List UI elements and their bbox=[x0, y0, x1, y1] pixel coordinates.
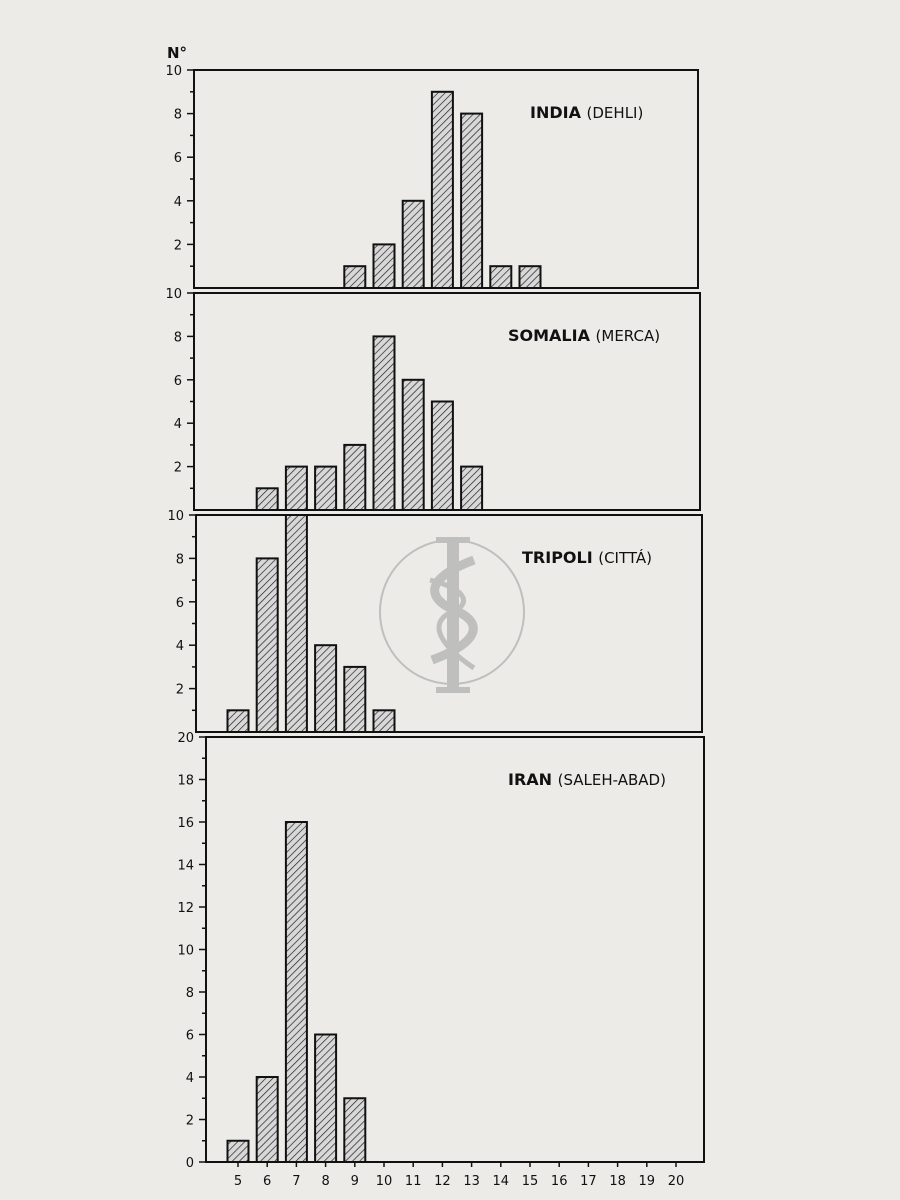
x-tick-label: 7 bbox=[292, 1174, 301, 1189]
x-tick-label: 6 bbox=[263, 1174, 272, 1189]
y-tick-label: 2 bbox=[185, 1113, 194, 1129]
bar-9 bbox=[344, 266, 365, 288]
bar-11 bbox=[403, 201, 424, 288]
y-tick-label: 12 bbox=[177, 901, 194, 916]
bar-10 bbox=[374, 244, 395, 288]
bar-5 bbox=[228, 1141, 249, 1162]
y-tick-label: 2 bbox=[173, 460, 182, 476]
y-tick-label: 0 bbox=[185, 1156, 194, 1171]
bar-8 bbox=[315, 645, 336, 732]
y-tick-label: 10 bbox=[177, 943, 194, 959]
panel-subtitle: (CITTÁ) bbox=[598, 549, 652, 567]
y-tick-label: 4 bbox=[173, 417, 182, 433]
y-tick-label: 2 bbox=[173, 238, 182, 254]
x-tick-label: 16 bbox=[550, 1174, 568, 1189]
x-tick-label: 18 bbox=[609, 1174, 626, 1189]
y-tick-label: 10 bbox=[165, 287, 182, 302]
x-tick-label: 5 bbox=[233, 1174, 243, 1189]
bar-9 bbox=[344, 1098, 365, 1162]
bar-7 bbox=[286, 515, 307, 732]
y-tick-label: 8 bbox=[175, 552, 184, 568]
bar-12 bbox=[432, 92, 453, 288]
chart-panel-2 bbox=[165, 287, 700, 510]
y-tick-label: 10 bbox=[167, 509, 184, 524]
x-tick-label: 10 bbox=[375, 1174, 393, 1189]
x-tick-label: 11 bbox=[404, 1174, 422, 1189]
bar-8 bbox=[315, 1035, 336, 1163]
bar-6 bbox=[257, 488, 278, 510]
x-tick-label: 12 bbox=[434, 1174, 451, 1189]
y-tick-label: 18 bbox=[177, 773, 194, 789]
x-tick-label: 14 bbox=[492, 1174, 510, 1189]
y-tick-label: 4 bbox=[175, 639, 184, 655]
bar-12 bbox=[432, 402, 453, 511]
bar-13 bbox=[461, 467, 482, 510]
bar-13 bbox=[461, 114, 482, 288]
panel-subtitle: (DEHLI) bbox=[586, 104, 644, 122]
bar-10 bbox=[374, 336, 395, 510]
bar-11 bbox=[403, 380, 424, 510]
x-tick-label: 8 bbox=[321, 1174, 330, 1189]
y-tick-label: 8 bbox=[185, 986, 194, 1001]
y-tick-label: 14 bbox=[177, 858, 194, 874]
panel-subtitle: (SALEH-ABAD) bbox=[557, 771, 666, 789]
x-tick-label: 19 bbox=[638, 1174, 656, 1189]
y-tick-label: 20 bbox=[177, 731, 194, 746]
y-tick-label: 6 bbox=[173, 373, 182, 389]
bar-7 bbox=[286, 467, 307, 510]
x-tick-label: 9 bbox=[350, 1174, 359, 1189]
bar-8 bbox=[315, 467, 336, 510]
panel-title: IRAN (SALEH-ABAD) bbox=[508, 770, 666, 789]
y-tick-label: 6 bbox=[173, 151, 182, 167]
bar-5 bbox=[228, 710, 249, 732]
plot-frame bbox=[206, 737, 704, 1162]
y-axis-label: N° bbox=[167, 44, 188, 62]
chart-panel-1 bbox=[165, 64, 698, 288]
panel-title: SOMALIA (MERCA) bbox=[508, 326, 661, 345]
y-tick-label: 4 bbox=[185, 1071, 194, 1086]
bar-10 bbox=[374, 710, 395, 732]
x-tick-label: 13 bbox=[463, 1174, 480, 1189]
y-tick-label: 4 bbox=[173, 194, 182, 210]
bar-15 bbox=[520, 266, 541, 288]
x-tick-label: 17 bbox=[580, 1174, 597, 1189]
chart-panel-4 bbox=[177, 731, 704, 1189]
y-tick-label: 10 bbox=[165, 64, 182, 79]
x-tick-label: 15 bbox=[521, 1174, 539, 1189]
seal-watermark-icon bbox=[380, 540, 524, 692]
y-tick-label: 6 bbox=[185, 1028, 194, 1044]
bar-7 bbox=[286, 822, 307, 1162]
y-tick-label: 6 bbox=[175, 595, 184, 611]
panel-title: INDIA (DEHLI) bbox=[530, 103, 644, 122]
x-tick-label: 20 bbox=[667, 1174, 685, 1189]
bar-9 bbox=[344, 667, 365, 732]
panel-title: TRIPOLI (CITTÁ) bbox=[522, 548, 652, 567]
y-tick-label: 16 bbox=[177, 816, 194, 831]
bar-14 bbox=[490, 266, 511, 288]
y-tick-label: 8 bbox=[173, 107, 182, 123]
bar-6 bbox=[257, 558, 278, 732]
y-tick-label: 2 bbox=[175, 682, 184, 698]
y-tick-label: 8 bbox=[173, 330, 182, 346]
bar-6 bbox=[257, 1077, 278, 1162]
panel-subtitle: (MERCA) bbox=[595, 327, 661, 345]
bar-9 bbox=[344, 445, 365, 510]
